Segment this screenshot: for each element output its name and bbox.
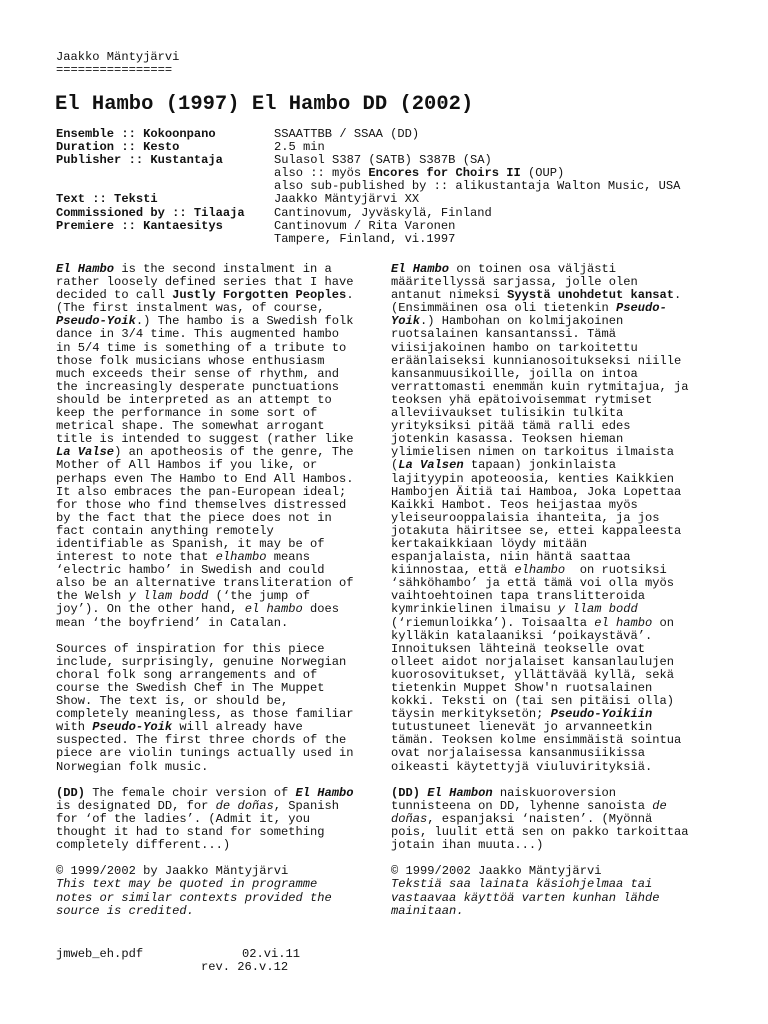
footer-revision: rev. 26.v.12 xyxy=(201,960,289,974)
metadata-value: Cantinovum / Rita Varonen xyxy=(274,218,456,233)
metadata-value: Jaakko Mäntyjärvi XX xyxy=(274,192,420,207)
metadata-label: Text :: Teksti xyxy=(56,192,158,207)
metadata-label: Commissioned by :: Tilaaja xyxy=(56,205,245,220)
metadata-label: Premiere :: Kantaesitys xyxy=(56,218,223,233)
metadata-value: Cantinovum, Jyväskylä, Finland xyxy=(274,205,492,220)
metadata-value: 2.5 min xyxy=(274,140,325,155)
author-underline: ================ xyxy=(56,63,173,77)
english-column xyxy=(56,263,386,918)
english-copyright: © 1999/2002 by Jaakko Mäntyjärvi This text may be quoted in programme notes or similar contexts provided the source is credited. xyxy=(56,864,332,918)
metadata-value: Tampere, Finland, vi.1997 xyxy=(274,231,456,246)
metadata-value: SSAATTBB / SSAA (DD) xyxy=(274,127,420,141)
finnish-paragraph-1: El Hambo on toinen osa väljästi määritellyssä sarjassa, jolle olen antanut nimeksi Syystä unohdetut kansat. (Ensimmäinen osa oli tietenkin Pseudo- Yoik.) Hambohan on kolmijakoinen ruotsalainen kansantanssi. Tämä viisijakoinen hambo on tarkoitettu eräänlaiseksi kunnianosoitukseksi niille kansanmuusikoille, joilla on intoa verrattomasti enemmän kuin rytmitajua, ja teoksen yhä epätoivoisemmat rytmiset alleviivaukset tulisikin tulkita yrityksiksi pitää tämä ralli edes jotenkin kasassa. Teoksen hieman ylimielisen nimen on tarkoitus ilmaista (La Valsen tapaan) jonkinlaista lajityypin apoteoosia, kenties Kaikkien Hambojen Äitiä tai Hamboa, Joka Lopettaa Kaikki Hambot. Teos heijastaa myös yleiseurooppalaisia ihanteita, ja jos jotakuta häiritsee se, ettei kappaleesta kertakaikkiaan löydy mitään espanjalaista, niin häntä saattaa kiinnostaa, että elhambo on ruotsiksi ‘sähköhambo’ ja että tämä voi olla myös vaihtoehtoinen tapa translitteroida kymrinkielinen ilmaisu y llam bodd (‘riemunloikka’). Toisaalta el hambo on kylläkin katalaaniksi ‘poikaystävä’. Innoituksen lähteinä teokselle ovat olleet aidot norjalaiset kansanlaulujen kuorosovitukset, yllättävää kyllä, sekä tietenkin Muppet Show'n ruotsalainen kokki. Teksti on (tai sen pitäisi olla) täysin merkityksetön; Pseudo-Yoikiin tutustuneet lienevät jo arvanneetkin tämän. Teoksen kolme ensimmäistä sointua ovat norjalaisessa kansanmusiikissa oikeasti käytettyjä viuluvirityksiä. xyxy=(391,262,689,774)
metadata-label: Ensemble :: Kokoonpano xyxy=(56,127,216,141)
author-name: Jaakko Mäntyjärvi xyxy=(56,50,180,64)
page-title: El Hambo (1997) El Hambo DD (2002) xyxy=(55,93,474,116)
english-paragraph-2: Sources of inspiration for this piece include, surprisingly, genuine Norwegian choral folk song arrangements and of course the Swedish Chef in The Muppet Show. The text is, or should be, completely meaningless, as those familiar with Pseudo-Yoik will already have suspected. The first three chords of the piece are violin tunings actually used in Norwegian folk music. xyxy=(56,641,354,774)
metadata-value: also sub-published by :: alikustantaja Walton Music, USA xyxy=(274,179,681,194)
finnish-paragraph-dd: (DD) El Hambon naiskuoroversion tunnisteena on DD, lyhenne sanoista de doñas, espanjaksi ‘naisten’. (Myönnä pois, luulit että sen on pakko tarkoittaa jotain ihan muuta...) xyxy=(391,785,689,853)
english-paragraph-1: El Hambo is the second instalment in a rather loosely defined series that I have decided to call Justly Forgotten Peoples. (The first instalment was, of course, Pseudo-Yoik.) The hambo is a Swedish folk dance in 3/4 time. This augmented hambo in 5/4 time is something of a tribute to those folk musicians whose enthusiasm much exceeds their sense of rhythm, and the increasingly desperate punctuations should be interpreted as an attempt to keep the performance in some sort of metrical shape. The somewhat arrogant title is intended to suggest (rather like La Valse) an apotheosis of the genre, The Mother of All Hambos if you like, or perhaps even The Hambo to End All Hambos. It also embraces the pan-European ideal; for those who find themselves distressed by the fact that the piece does not in fact contain anything remotely identifiable as Spanish, it may be of interest to note that elhambo means ‘electric hambo’ in Swedish and could also be an alternative transliteration of the Welsh y llam bodd (‘the jump of joy’). On the other hand, el hambo does mean ‘the boyfriend’ in Catalan. xyxy=(56,262,354,630)
metadata-value: Sulasol S387 (SATB) S387B (SA) xyxy=(274,153,492,168)
finnish-copyright: © 1999/2002 Jaakko Mäntyjärvi Tekstiä saa lainata käsiohjelmaa tai vastaavaa käyttöä varten kunhan lähde mainitaan. xyxy=(391,864,660,918)
english-paragraph-dd: (DD) The female choir version of El Hambo is designated DD, for de doñas, Spanish for ‘of the ladies’. (Admit it, you thought it had to stand for something completely different...) xyxy=(56,785,354,853)
finnish-column xyxy=(391,263,721,918)
footer-filename: jmweb_eh.pdf xyxy=(56,947,144,961)
metadata-label: Duration :: Kesto xyxy=(56,140,180,155)
footer-date: 02.vi.11 xyxy=(242,947,301,961)
metadata-label: Publisher :: Kustantaja xyxy=(56,153,223,168)
metadata-value: also :: myös Encores for Choirs II (OUP) xyxy=(274,166,565,181)
